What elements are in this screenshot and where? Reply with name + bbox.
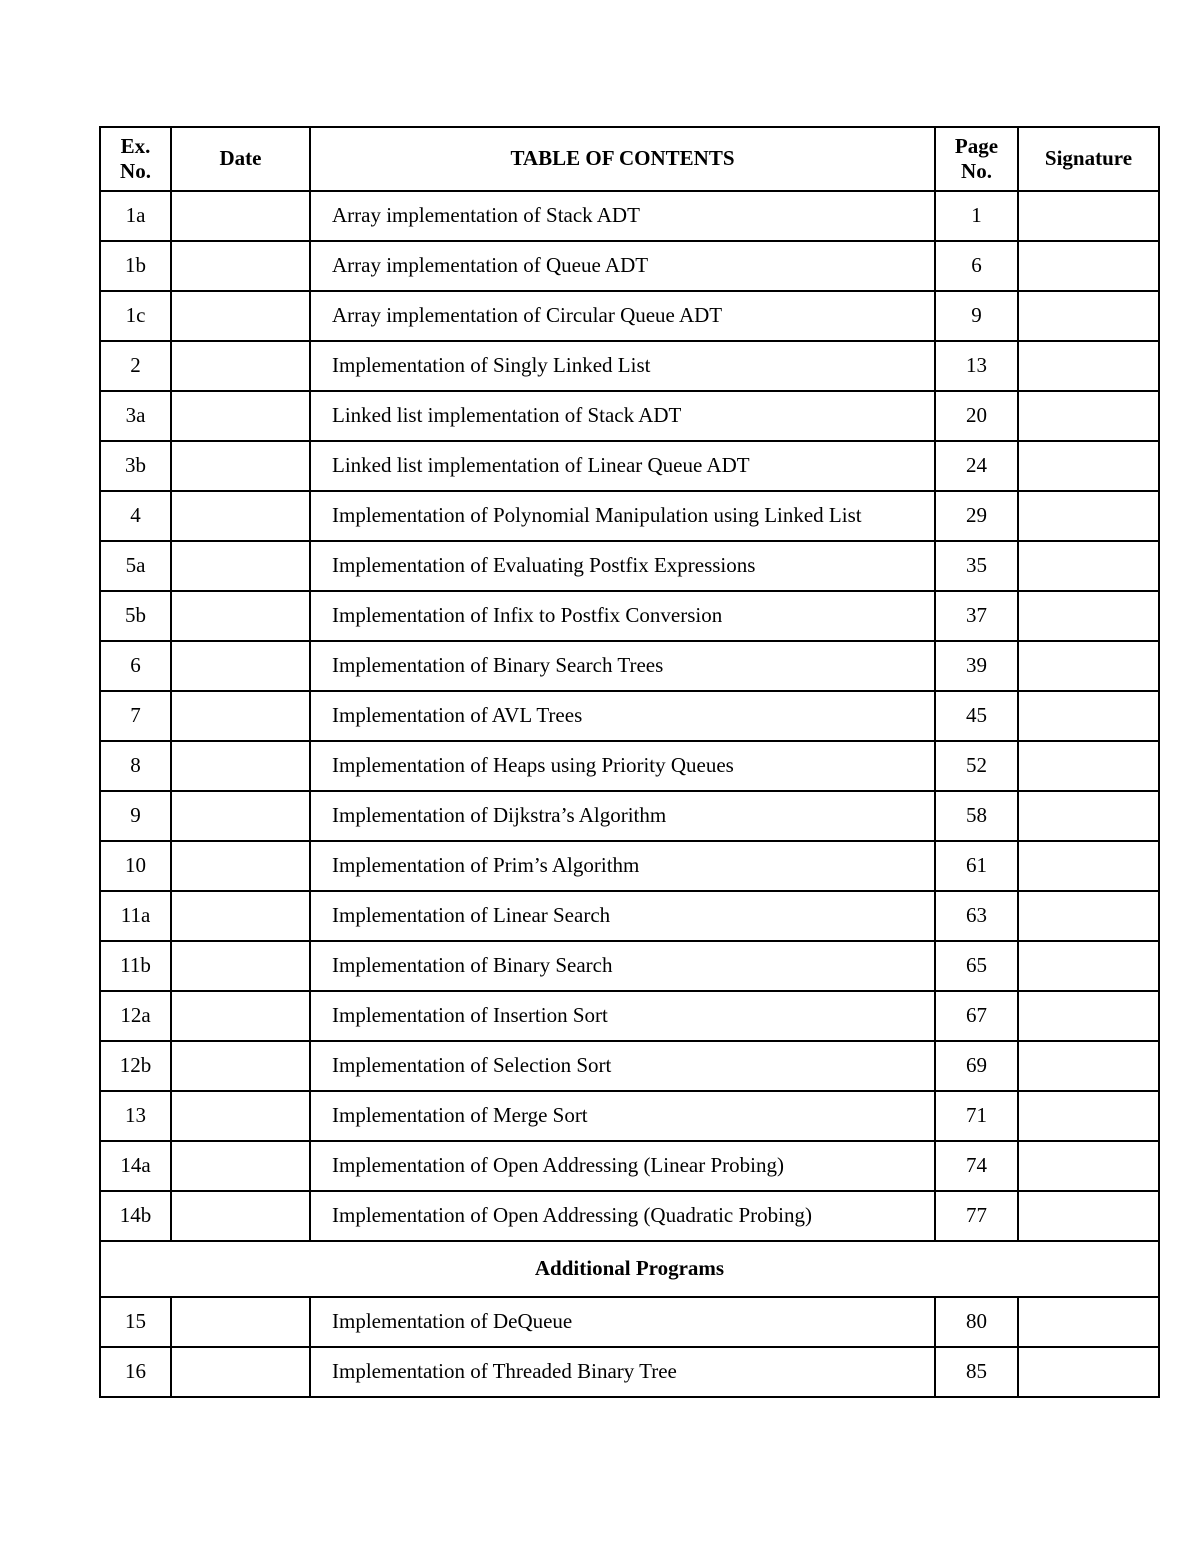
ex-no-cell: 3b	[100, 441, 171, 491]
section-row	[100, 1241, 1159, 1297]
signature-cell	[1018, 1347, 1159, 1397]
signature-cell	[1018, 541, 1159, 591]
title-cell: Implementation of Heaps using Priority Queues	[310, 741, 935, 791]
page-no-cell: 65	[935, 941, 1018, 991]
signature-cell	[1018, 1041, 1159, 1091]
title-cell: Implementation of Open Addressing (Linear Probing)	[310, 1141, 935, 1191]
page-no-cell: 13	[935, 341, 1018, 391]
signature-cell	[1018, 691, 1159, 741]
table-row	[100, 1347, 1159, 1397]
title-cell: Array implementation of Queue ADT	[310, 241, 935, 291]
table-row	[100, 491, 1159, 541]
title-cell: Implementation of AVL Trees	[310, 691, 935, 741]
header-title: TABLE OF CONTENTS	[310, 127, 935, 191]
signature-cell	[1018, 291, 1159, 341]
page-no-cell: 20	[935, 391, 1018, 441]
ex-no-cell: 15	[100, 1297, 171, 1347]
table-row	[100, 991, 1159, 1041]
date-cell	[171, 241, 310, 291]
title-cell: Implementation of Linear Search	[310, 891, 935, 941]
title-cell: Linked list implementation of Stack ADT	[310, 391, 935, 441]
table-row	[100, 241, 1159, 291]
date-cell	[171, 941, 310, 991]
page-no-cell: 1	[935, 191, 1018, 241]
date-cell	[171, 1091, 310, 1141]
page-no-cell: 35	[935, 541, 1018, 591]
page-no-cell: 58	[935, 791, 1018, 841]
ex-no-cell: 11b	[100, 941, 171, 991]
title-cell: Implementation of Selection Sort	[310, 1041, 935, 1091]
title-cell: Implementation of Evaluating Postfix Expressions	[310, 541, 935, 591]
additional-rows	[100, 1297, 1159, 1397]
page-no-cell: 74	[935, 1141, 1018, 1191]
signature-cell	[1018, 1191, 1159, 1241]
header-signature: Signature	[1018, 127, 1159, 191]
signature-cell	[1018, 191, 1159, 241]
ex-no-cell: 7	[100, 691, 171, 741]
table-row	[100, 191, 1159, 241]
page-no-cell: 63	[935, 891, 1018, 941]
table-row	[100, 1141, 1159, 1191]
date-cell	[171, 1141, 310, 1191]
header-page-no: Page No.	[935, 127, 1018, 191]
title-cell: Implementation of Open Addressing (Quadratic Probing)	[310, 1191, 935, 1241]
table-row	[100, 1091, 1159, 1141]
ex-no-cell: 4	[100, 491, 171, 541]
date-cell	[171, 741, 310, 791]
title-cell: Implementation of Polynomial Manipulation using Linked List	[310, 491, 935, 541]
table-row	[100, 641, 1159, 691]
table-row	[100, 1041, 1159, 1091]
date-cell	[171, 591, 310, 641]
page-no-cell: 85	[935, 1347, 1018, 1397]
ex-no-cell: 1a	[100, 191, 171, 241]
ex-no-cell: 2	[100, 341, 171, 391]
signature-cell	[1018, 241, 1159, 291]
signature-cell	[1018, 991, 1159, 1041]
ex-no-cell: 12a	[100, 991, 171, 1041]
title-cell: Implementation of Dijkstra’s Algorithm	[310, 791, 935, 841]
date-cell	[171, 1297, 310, 1347]
page-no-cell: 71	[935, 1091, 1018, 1141]
page-no-cell: 45	[935, 691, 1018, 741]
ex-no-cell: 3a	[100, 391, 171, 441]
date-cell	[171, 641, 310, 691]
signature-cell	[1018, 341, 1159, 391]
ex-no-cell: 9	[100, 791, 171, 841]
ex-no-cell: 5b	[100, 591, 171, 641]
date-cell	[171, 991, 310, 1041]
signature-cell	[1018, 1091, 1159, 1141]
table-row	[100, 291, 1159, 341]
title-cell: Implementation of Merge Sort	[310, 1091, 935, 1141]
page-no-cell: 9	[935, 291, 1018, 341]
title-cell: Implementation of DeQueue	[310, 1297, 935, 1347]
table-row	[100, 591, 1159, 641]
signature-cell	[1018, 1297, 1159, 1347]
title-cell: Array implementation of Circular Queue ADT	[310, 291, 935, 341]
ex-no-cell: 5a	[100, 541, 171, 591]
date-cell	[171, 491, 310, 541]
ex-no-cell: 8	[100, 741, 171, 791]
ex-no-cell: 12b	[100, 1041, 171, 1091]
signature-cell	[1018, 491, 1159, 541]
signature-cell	[1018, 791, 1159, 841]
ex-no-cell: 1c	[100, 291, 171, 341]
ex-no-cell: 14b	[100, 1191, 171, 1241]
date-cell	[171, 291, 310, 341]
ex-no-cell: 13	[100, 1091, 171, 1141]
table-row	[100, 341, 1159, 391]
main-rows	[100, 191, 1159, 1241]
page-no-cell: 52	[935, 741, 1018, 791]
page-no-cell: 67	[935, 991, 1018, 1041]
title-cell: Implementation of Infix to Postfix Conversion	[310, 591, 935, 641]
title-cell: Implementation of Insertion Sort	[310, 991, 935, 1041]
date-cell	[171, 1347, 310, 1397]
table-row	[100, 1297, 1159, 1347]
date-cell	[171, 841, 310, 891]
title-cell: Implementation of Binary Search	[310, 941, 935, 991]
signature-cell	[1018, 441, 1159, 491]
table-of-contents	[99, 126, 1160, 1398]
date-cell	[171, 891, 310, 941]
title-cell: Array implementation of Stack ADT	[310, 191, 935, 241]
signature-cell	[1018, 891, 1159, 941]
title-cell: Implementation of Threaded Binary Tree	[310, 1347, 935, 1397]
table-row	[100, 941, 1159, 991]
date-cell	[171, 441, 310, 491]
signature-cell	[1018, 591, 1159, 641]
section-title: Additional Programs	[100, 1241, 1159, 1297]
date-cell	[171, 1041, 310, 1091]
ex-no-cell: 14a	[100, 1141, 171, 1191]
table-row	[100, 791, 1159, 841]
page-no-cell: 80	[935, 1297, 1018, 1347]
ex-no-cell: 11a	[100, 891, 171, 941]
header-ex-no: Ex. No.	[100, 127, 171, 191]
additional-section	[100, 1241, 1159, 1297]
date-cell	[171, 691, 310, 741]
signature-cell	[1018, 841, 1159, 891]
table-row	[100, 541, 1159, 591]
ex-no-cell: 10	[100, 841, 171, 891]
table-row	[100, 841, 1159, 891]
table-row	[100, 691, 1159, 741]
signature-cell	[1018, 741, 1159, 791]
signature-cell	[1018, 391, 1159, 441]
date-cell	[171, 791, 310, 841]
table-row	[100, 741, 1159, 791]
page-no-cell: 39	[935, 641, 1018, 691]
ex-no-cell: 16	[100, 1347, 171, 1397]
table-row	[100, 1191, 1159, 1241]
page-no-cell: 6	[935, 241, 1018, 291]
table-row	[100, 441, 1159, 491]
header-row	[100, 127, 1159, 191]
title-cell: Implementation of Singly Linked List	[310, 341, 935, 391]
title-cell: Linked list implementation of Linear Queue ADT	[310, 441, 935, 491]
page-no-cell: 77	[935, 1191, 1018, 1241]
page-no-cell: 61	[935, 841, 1018, 891]
page-no-cell: 29	[935, 491, 1018, 541]
page-no-cell: 69	[935, 1041, 1018, 1091]
date-cell	[171, 341, 310, 391]
table-row	[100, 891, 1159, 941]
date-cell	[171, 191, 310, 241]
page-no-cell: 24	[935, 441, 1018, 491]
table-row	[100, 391, 1159, 441]
date-cell	[171, 391, 310, 441]
date-cell	[171, 1191, 310, 1241]
date-cell	[171, 541, 310, 591]
title-cell: Implementation of Binary Search Trees	[310, 641, 935, 691]
ex-no-cell: 1b	[100, 241, 171, 291]
ex-no-cell: 6	[100, 641, 171, 691]
page-no-cell: 37	[935, 591, 1018, 641]
signature-cell	[1018, 1141, 1159, 1191]
signature-cell	[1018, 941, 1159, 991]
signature-cell	[1018, 641, 1159, 691]
header-date: Date	[171, 127, 310, 191]
title-cell: Implementation of Prim’s Algorithm	[310, 841, 935, 891]
